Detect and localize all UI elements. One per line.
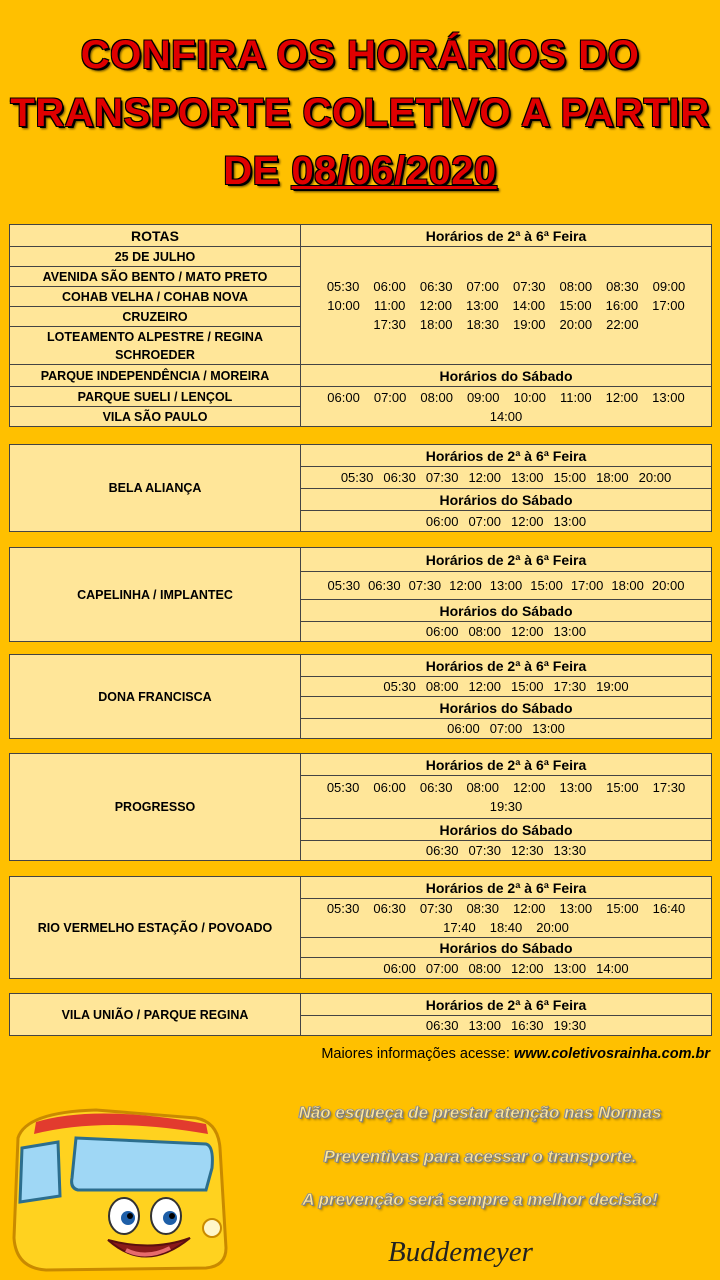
weekday-header: Horários de 2ª à 6ª Feira bbox=[301, 754, 712, 776]
departure-time: 06:00 bbox=[425, 624, 459, 639]
route-name: VILA UNIÃO / PARQUE REGINA bbox=[10, 994, 301, 1036]
schedule-block-dona-francisca bbox=[9, 654, 712, 739]
departure-time: 18:30 bbox=[466, 317, 499, 332]
departure-time: 12:00 bbox=[513, 901, 546, 916]
departure-time: 17:30 bbox=[553, 679, 587, 694]
departure-time: 07:30 bbox=[468, 843, 501, 858]
departure-time: 07:30 bbox=[408, 578, 442, 593]
departure-time: 12:00 bbox=[605, 389, 639, 405]
departure-time: 19:00 bbox=[596, 679, 629, 694]
departure-time: 12:00 bbox=[513, 780, 546, 795]
departure-time: 07:00 bbox=[489, 721, 523, 736]
weekday-times-cell bbox=[301, 572, 712, 600]
departure-time: 06:30 bbox=[419, 780, 453, 795]
departure-time: 07:00 bbox=[373, 389, 407, 405]
departure-time: 10:00 bbox=[327, 298, 360, 313]
departure-time: 06:30 bbox=[368, 578, 401, 593]
departure-time: 05:30 bbox=[326, 279, 360, 294]
departure-time: 07:00 bbox=[425, 960, 459, 976]
departure-time: 13:00 bbox=[553, 624, 587, 639]
departure-time: 17:30 bbox=[652, 780, 686, 795]
title-date: 08/06/2020 bbox=[291, 149, 497, 193]
departure-time: 13:00 bbox=[489, 578, 523, 593]
prevention-message-line-2: Preventivas para acessar o transporte. bbox=[323, 1147, 637, 1166]
departure-time: 13:00 bbox=[553, 960, 587, 976]
departure-time: 12:00 bbox=[468, 679, 501, 694]
saturday-times-cell bbox=[301, 958, 712, 979]
departure-time: 08:00 bbox=[468, 960, 501, 976]
weekday-times-cell bbox=[301, 899, 712, 938]
departure-time: 18:00 bbox=[419, 317, 453, 332]
departure-time: 20:00 bbox=[651, 578, 685, 593]
route-cell: VILA SÃO PAULO bbox=[10, 407, 301, 427]
departure-time: 12:30 bbox=[511, 843, 544, 858]
departure-time: 06:00 bbox=[425, 513, 459, 529]
departure-time: 15:00 bbox=[511, 679, 544, 694]
more-info bbox=[321, 1046, 710, 1062]
departure-time: 15:00 bbox=[530, 578, 563, 593]
saturday-times-cell bbox=[301, 841, 712, 861]
departure-time: 13:00 bbox=[652, 389, 685, 405]
route-name: DONA FRANCISCA bbox=[10, 655, 301, 739]
bus-cartoon-icon bbox=[6, 1098, 234, 1274]
routes-header: ROTAS bbox=[10, 225, 301, 247]
prevention-message-line-1: Não esqueça de prestar atenção nas Normas bbox=[298, 1103, 662, 1122]
departure-time: 18:40 bbox=[489, 920, 523, 935]
departure-time: 15:00 bbox=[559, 298, 592, 313]
departure-time: 13:00 bbox=[465, 298, 499, 313]
departure-time: 19:30 bbox=[489, 799, 523, 814]
departure-time: 05:30 bbox=[326, 901, 360, 916]
info-prefix: Maiores informações acesse: bbox=[321, 1046, 514, 1062]
schedule-block-bela-alianca bbox=[9, 444, 712, 532]
prevention-message-line-3: A prevenção será sempre a melhor decisão! bbox=[302, 1190, 658, 1209]
departure-time: 08:00 bbox=[425, 679, 459, 694]
saturday-times-cell bbox=[301, 622, 712, 642]
departure-time: 06:00 bbox=[327, 389, 360, 405]
weekday-times-cell bbox=[301, 1016, 712, 1036]
route-cell: PARQUE SUELI / LENÇOL bbox=[10, 387, 301, 407]
departure-time: 09:00 bbox=[652, 279, 686, 294]
departure-time: 06:00 bbox=[383, 960, 416, 976]
saturday-header: Horários do Sábado bbox=[301, 938, 712, 958]
departure-time: 06:30 bbox=[419, 279, 453, 294]
title-line-2: TRANSPORTE COLETIVO A PARTIR bbox=[10, 91, 710, 135]
website-link[interactable]: www.coletivosrainha.com.br bbox=[513, 1046, 710, 1062]
route-cell: 25 DE JULHO bbox=[10, 247, 301, 267]
departure-time: 13:00 bbox=[532, 721, 565, 736]
departure-time: 16:30 bbox=[511, 1018, 544, 1033]
departure-time: 15:00 bbox=[606, 901, 639, 916]
departure-time: 08:30 bbox=[606, 279, 639, 294]
departure-time: 16:40 bbox=[652, 901, 686, 916]
schedule-block-progresso bbox=[9, 753, 712, 861]
schedule-block-capelinha bbox=[9, 547, 712, 642]
weekday-header: Horários de 2ª à 6ª Feira bbox=[301, 225, 712, 247]
departure-time: 12:00 bbox=[449, 578, 482, 593]
route-name: BELA ALIANÇA bbox=[10, 445, 301, 532]
weekday-header: Horários de 2ª à 6ª Feira bbox=[301, 445, 712, 467]
page-title bbox=[0, 26, 720, 200]
departure-time: 20:00 bbox=[638, 470, 672, 485]
departure-time: 22:00 bbox=[606, 317, 639, 332]
weekday-header: Horários de 2ª à 6ª Feira bbox=[301, 548, 712, 572]
departure-time: 06:30 bbox=[425, 1018, 459, 1033]
saturday-header: Horários do Sábado bbox=[301, 489, 712, 511]
departure-time: 18:00 bbox=[611, 578, 644, 593]
departure-time: 17:00 bbox=[570, 578, 604, 593]
departure-time: 20:00 bbox=[559, 317, 593, 332]
saturday-header: Horários do Sábado bbox=[301, 600, 712, 622]
departure-time: 13:00 bbox=[511, 470, 544, 485]
departure-time: 08:00 bbox=[466, 780, 499, 795]
departure-time: 13:00 bbox=[559, 901, 593, 916]
departure-time: 12:00 bbox=[468, 470, 501, 485]
departure-time: 06:00 bbox=[447, 721, 480, 736]
weekday-times-cell bbox=[301, 247, 712, 365]
weekday-header: Horários de 2ª à 6ª Feira bbox=[301, 655, 712, 677]
departure-time: 19:30 bbox=[553, 1018, 587, 1033]
route-cell: PARQUE INDEPENDÊNCIA / MOREIRA bbox=[10, 365, 301, 387]
route-name: RIO VERMELHO ESTAÇÃO / POVOADO bbox=[10, 877, 301, 979]
saturday-times-cell bbox=[301, 387, 712, 427]
departure-time: 06:00 bbox=[373, 279, 406, 294]
departure-time: 12:00 bbox=[511, 513, 544, 529]
weekday-header: Horários de 2ª à 6ª Feira bbox=[301, 877, 712, 899]
departure-time: 08:00 bbox=[468, 624, 501, 639]
departure-time: 07:30 bbox=[425, 470, 459, 485]
route-cell: LOTEAMENTO ALPESTRE / REGINA SCHROEDER bbox=[10, 327, 301, 365]
departure-time: 11:00 bbox=[560, 389, 592, 405]
departure-time: 05:30 bbox=[327, 578, 361, 593]
departure-time: 05:30 bbox=[340, 470, 374, 485]
departure-time: 10:00 bbox=[513, 389, 547, 405]
departure-time: 16:00 bbox=[605, 298, 639, 313]
title-line-1: CONFIRA OS HORÁRIOS DO bbox=[80, 33, 640, 77]
saturday-header: Horários do Sábado bbox=[301, 697, 712, 719]
title-prefix: DE bbox=[223, 149, 292, 193]
departure-time: 06:30 bbox=[373, 901, 406, 916]
departure-time: 19:00 bbox=[513, 317, 546, 332]
weekday-times-cell bbox=[301, 776, 712, 819]
departure-time: 12:00 bbox=[419, 298, 452, 313]
departure-time: 13:00 bbox=[468, 1018, 501, 1033]
saturday-times-cell bbox=[301, 719, 712, 739]
schedule-block-vila-uniao bbox=[9, 993, 712, 1036]
title-line-3 bbox=[0, 142, 720, 200]
route-name: PROGRESSO bbox=[10, 754, 301, 861]
departure-time: 13:30 bbox=[553, 843, 587, 858]
departure-time: 14:00 bbox=[489, 408, 523, 424]
departure-time: 13:00 bbox=[553, 513, 587, 529]
main-schedule-table bbox=[9, 224, 712, 427]
brand-logo: Buddemeyer bbox=[388, 1236, 533, 1268]
departure-time: 08:00 bbox=[420, 389, 453, 405]
departure-time: 07:00 bbox=[466, 279, 499, 294]
saturday-header: Horários do Sábado bbox=[301, 819, 712, 841]
departure-time: 13:00 bbox=[559, 780, 593, 795]
route-cell: CRUZEIRO bbox=[10, 307, 301, 327]
departure-time: 15:00 bbox=[553, 470, 587, 485]
departure-time: 06:30 bbox=[383, 470, 416, 485]
departure-time: 07:30 bbox=[513, 279, 546, 294]
weekday-header: Horários de 2ª à 6ª Feira bbox=[301, 994, 712, 1016]
departure-time: 17:00 bbox=[652, 298, 685, 313]
departure-time: 05:30 bbox=[326, 780, 360, 795]
departure-time: 20:00 bbox=[536, 920, 569, 935]
departure-time: 08:00 bbox=[559, 279, 593, 294]
departure-time: 12:00 bbox=[511, 960, 544, 976]
route-cell: AVENIDA SÃO BENTO / MATO PRETO bbox=[10, 267, 301, 287]
departure-time: 17:30 bbox=[373, 317, 406, 332]
departure-time: 11:00 bbox=[373, 298, 406, 313]
weekday-times-cell bbox=[301, 677, 712, 697]
departure-time: 08:30 bbox=[466, 901, 499, 916]
departure-time: 09:00 bbox=[466, 389, 500, 405]
departure-time: 18:00 bbox=[596, 470, 629, 485]
departure-time: 12:00 bbox=[511, 624, 544, 639]
departure-time: 06:30 bbox=[425, 843, 459, 858]
departure-time: 05:30 bbox=[383, 679, 416, 694]
saturday-times-cell bbox=[301, 511, 712, 532]
weekday-times-cell bbox=[301, 467, 712, 489]
saturday-header: Horários do Sábado bbox=[301, 365, 712, 387]
departure-time: 06:00 bbox=[373, 780, 406, 795]
route-name: CAPELINHA / IMPLANTEC bbox=[10, 548, 301, 642]
departure-time: 14:00 bbox=[596, 960, 629, 976]
departure-time: 07:30 bbox=[419, 901, 453, 916]
departure-time: 07:00 bbox=[468, 513, 501, 529]
departure-time: 17:40 bbox=[443, 920, 476, 935]
departure-time: 14:00 bbox=[512, 298, 546, 313]
schedule-block-rio-vermelho bbox=[9, 876, 712, 979]
departure-time: 15:00 bbox=[606, 780, 639, 795]
route-cell: COHAB VELHA / COHAB NOVA bbox=[10, 287, 301, 307]
